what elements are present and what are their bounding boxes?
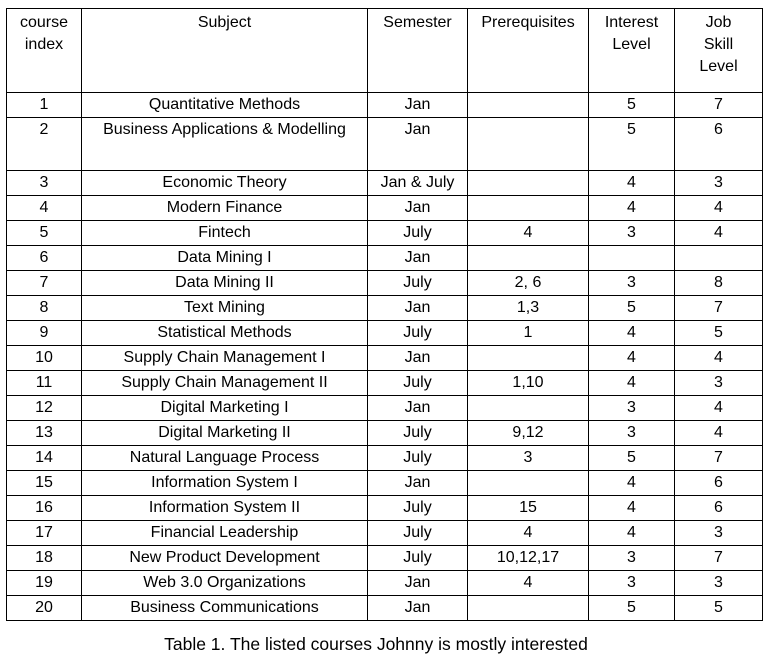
job-skill-level-cell: 6: [675, 496, 763, 521]
prerequisites-cell: [468, 171, 589, 196]
course-index-cell: 13: [7, 421, 82, 446]
subject-cell: Data Mining I: [82, 246, 368, 271]
prerequisites-cell: [468, 471, 589, 496]
course-index-cell: 16: [7, 496, 82, 521]
course-index-cell: 15: [7, 471, 82, 496]
prerequisites-cell: 4: [468, 221, 589, 246]
interest-level-cell: 5: [589, 118, 675, 171]
prerequisites-cell: [468, 346, 589, 371]
job-skill-level-cell: 7: [675, 446, 763, 471]
course-index-cell: 11: [7, 371, 82, 396]
header-subject: Subject: [82, 9, 368, 93]
semester-cell: Jan: [368, 346, 468, 371]
interest-level-cell: [589, 246, 675, 271]
semester-cell: Jan: [368, 396, 468, 421]
subject-cell: Web 3.0 Organizations: [82, 571, 368, 596]
course-index-cell: 7: [7, 271, 82, 296]
table-header-row: [7, 9, 763, 93]
course-index-cell: 12: [7, 396, 82, 421]
semester-cell: Jan: [368, 118, 468, 171]
interest-level-cell: 3: [589, 271, 675, 296]
semester-cell: July: [368, 371, 468, 396]
semester-cell: July: [368, 221, 468, 246]
subject-cell: Economic Theory: [82, 171, 368, 196]
prerequisites-cell: 3: [468, 446, 589, 471]
course-index-cell: 8: [7, 296, 82, 321]
semester-cell: Jan: [368, 93, 468, 118]
job-skill-level-cell: 4: [675, 421, 763, 446]
table-row: [7, 396, 763, 421]
prerequisites-cell: [468, 246, 589, 271]
interest-level-cell: 3: [589, 571, 675, 596]
prerequisites-cell: [468, 118, 589, 171]
subject-cell: Quantitative Methods: [82, 93, 368, 118]
semester-cell: July: [368, 446, 468, 471]
job-skill-level-cell: 6: [675, 118, 763, 171]
table-row: [7, 546, 763, 571]
subject-cell: New Product Development: [82, 546, 368, 571]
job-skill-level-cell: 3: [675, 171, 763, 196]
table-caption: Table 1. The listed courses Johnny is mostly interested: [164, 634, 588, 654]
interest-level-cell: 4: [589, 196, 675, 221]
semester-cell: July: [368, 421, 468, 446]
subject-cell: Data Mining II: [82, 271, 368, 296]
interest-level-cell: 5: [589, 93, 675, 118]
job-skill-level-cell: [675, 246, 763, 271]
subject-cell: Statistical Methods: [82, 321, 368, 346]
course-index-cell: 19: [7, 571, 82, 596]
job-skill-level-cell: 5: [675, 321, 763, 346]
semester-cell: Jan: [368, 596, 468, 621]
prerequisites-cell: 15: [468, 496, 589, 521]
job-skill-level-cell: 4: [675, 346, 763, 371]
table-row: [7, 321, 763, 346]
header-course-index: course index: [7, 9, 82, 93]
table-row: [7, 93, 763, 118]
subject-cell: Information System II: [82, 496, 368, 521]
subject-cell: Business Applications & Modelling: [82, 118, 368, 171]
interest-level-cell: 4: [589, 171, 675, 196]
subject-cell: Business Communications: [82, 596, 368, 621]
prerequisites-cell: [468, 596, 589, 621]
table-row: [7, 246, 763, 271]
semester-cell: July: [368, 321, 468, 346]
prerequisites-cell: 2, 6: [468, 271, 589, 296]
course-index-cell: 1: [7, 93, 82, 118]
courses-table: [6, 8, 763, 621]
course-index-cell: 17: [7, 521, 82, 546]
subject-cell: Financial Leadership: [82, 521, 368, 546]
course-index-cell: 10: [7, 346, 82, 371]
table-row: [7, 446, 763, 471]
course-index-cell: 14: [7, 446, 82, 471]
interest-level-cell: 3: [589, 546, 675, 571]
table-row: [7, 296, 763, 321]
table-row: [7, 421, 763, 446]
job-skill-level-cell: 8: [675, 271, 763, 296]
semester-cell: July: [368, 546, 468, 571]
course-index-cell: 18: [7, 546, 82, 571]
subject-cell: Information System I: [82, 471, 368, 496]
table-row: [7, 371, 763, 396]
table-row: [7, 346, 763, 371]
subject-cell: Modern Finance: [82, 196, 368, 221]
table-row: [7, 496, 763, 521]
header-semester: Semester: [368, 9, 468, 93]
semester-cell: Jan & July: [368, 171, 468, 196]
table-row: [7, 171, 763, 196]
prerequisites-cell: 1,10: [468, 371, 589, 396]
table-row: [7, 521, 763, 546]
job-skill-level-cell: 3: [675, 571, 763, 596]
table-row: [7, 271, 763, 296]
interest-level-cell: 5: [589, 446, 675, 471]
interest-level-cell: 4: [589, 321, 675, 346]
interest-level-cell: 3: [589, 396, 675, 421]
subject-cell: Fintech: [82, 221, 368, 246]
prerequisites-cell: 1,3: [468, 296, 589, 321]
job-skill-level-cell: 4: [675, 221, 763, 246]
semester-cell: Jan: [368, 571, 468, 596]
job-skill-level-cell: 7: [675, 296, 763, 321]
semester-cell: Jan: [368, 246, 468, 271]
interest-level-cell: 4: [589, 471, 675, 496]
prerequisites-cell: 4: [468, 521, 589, 546]
course-index-cell: 5: [7, 221, 82, 246]
course-index-cell: 4: [7, 196, 82, 221]
interest-level-cell: 4: [589, 371, 675, 396]
prerequisites-cell: 9,12: [468, 421, 589, 446]
semester-cell: Jan: [368, 196, 468, 221]
course-index-cell: 2: [7, 118, 82, 171]
interest-level-cell: 4: [589, 346, 675, 371]
table-row: [7, 571, 763, 596]
table-row: [7, 471, 763, 496]
job-skill-level-cell: 4: [675, 396, 763, 421]
table-body: [7, 93, 763, 621]
course-index-cell: 6: [7, 246, 82, 271]
job-skill-level-cell: 4: [675, 196, 763, 221]
job-skill-level-cell: 7: [675, 93, 763, 118]
interest-level-cell: 3: [589, 221, 675, 246]
subject-cell: Digital Marketing II: [82, 421, 368, 446]
subject-cell: Digital Marketing I: [82, 396, 368, 421]
table-row: [7, 196, 763, 221]
job-skill-level-cell: 3: [675, 521, 763, 546]
table-row: [7, 596, 763, 621]
prerequisites-cell: [468, 396, 589, 421]
interest-level-cell: 4: [589, 521, 675, 546]
subject-cell: Supply Chain Management I: [82, 346, 368, 371]
semester-cell: July: [368, 496, 468, 521]
interest-level-cell: 3: [589, 421, 675, 446]
prerequisites-cell: [468, 93, 589, 118]
prerequisites-cell: 10,12,17: [468, 546, 589, 571]
interest-level-cell: 5: [589, 296, 675, 321]
prerequisites-cell: 1: [468, 321, 589, 346]
semester-cell: Jan: [368, 296, 468, 321]
prerequisites-cell: [468, 196, 589, 221]
prerequisites-cell: 4: [468, 571, 589, 596]
header-prerequisites: Prerequisites: [468, 9, 589, 93]
job-skill-level-cell: 3: [675, 371, 763, 396]
subject-cell: Natural Language Process: [82, 446, 368, 471]
header-job-skill-level: Job Skill Level: [675, 9, 763, 93]
job-skill-level-cell: 7: [675, 546, 763, 571]
header-interest-level: Interest Level: [589, 9, 675, 93]
course-index-cell: 20: [7, 596, 82, 621]
semester-cell: July: [368, 271, 468, 296]
interest-level-cell: 5: [589, 596, 675, 621]
semester-cell: July: [368, 521, 468, 546]
subject-cell: Supply Chain Management II: [82, 371, 368, 396]
table-row: [7, 118, 763, 171]
job-skill-level-cell: 6: [675, 471, 763, 496]
course-index-cell: 9: [7, 321, 82, 346]
table-row: [7, 221, 763, 246]
subject-cell: Text Mining: [82, 296, 368, 321]
job-skill-level-cell: 5: [675, 596, 763, 621]
course-index-cell: 3: [7, 171, 82, 196]
interest-level-cell: 4: [589, 496, 675, 521]
semester-cell: Jan: [368, 471, 468, 496]
